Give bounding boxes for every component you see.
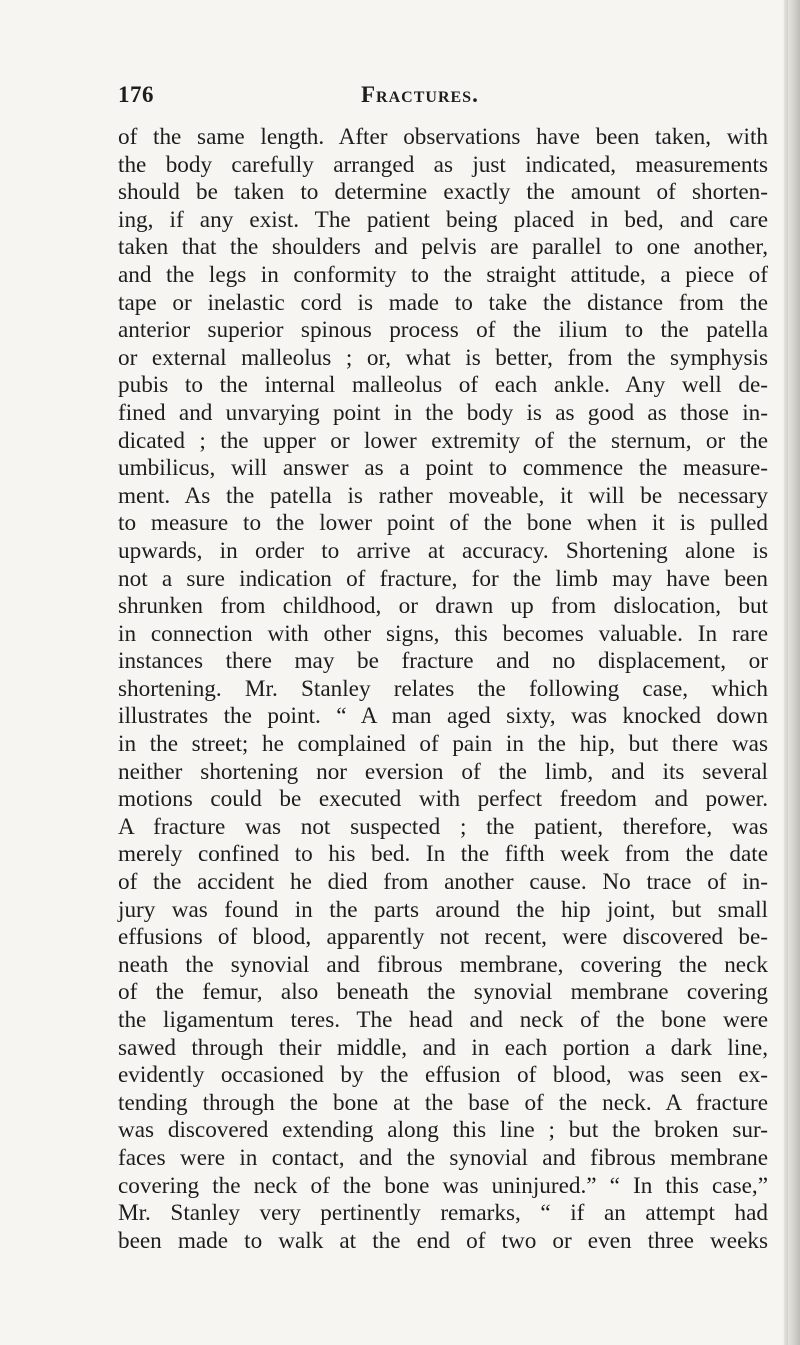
text-line: should be taken to determine exactly the amount of shorten- bbox=[118, 179, 768, 206]
text-line: Mr. Stanley very pertinently remarks, “ if an attempt had bbox=[118, 1200, 768, 1227]
text-line: sawed through their middle, and in each portion a dark line, bbox=[118, 1034, 768, 1061]
text-line: motions could be executed with perfect freedom and power. bbox=[118, 786, 768, 813]
text-line: neath the synovial and fibrous membrane, covering the neck bbox=[118, 951, 768, 978]
page-edge-shadow bbox=[782, 0, 788, 1345]
text-line: in the street; he complained of pain in the hip, but there was bbox=[118, 731, 768, 758]
text-line: was discovered extending along this line ; but the broken sur- bbox=[118, 1117, 768, 1144]
running-head bbox=[118, 82, 768, 116]
text-line: the body carefully arranged as just indicated, measurements bbox=[118, 151, 768, 178]
text-line: evidently occasioned by the effusion of blood, was seen ex- bbox=[118, 1062, 768, 1089]
page-number: 176 bbox=[118, 82, 154, 107]
text-line: not a sure indication of fracture, for the limb may have been bbox=[118, 565, 768, 592]
text-line: jury was found in the parts around the hip joint, but small bbox=[118, 896, 768, 923]
text-line: tape or inelastic cord is made to take the distance from the bbox=[118, 289, 768, 316]
text-line: or external malleolus ; or, what is better, from the symphysis bbox=[118, 344, 768, 371]
text-line: dicated ; the upper or lower extremity of the sternum, or the bbox=[118, 427, 768, 454]
text-line: taken that the shoulders and pelvis are parallel to one another, bbox=[118, 234, 768, 261]
text-line: faces were in contact, and the synovial and fibrous membrane bbox=[118, 1144, 768, 1171]
text-line: covering the neck of the bone was uninjured.” “ In this case,” bbox=[118, 1172, 768, 1199]
running-title: Fractures. bbox=[361, 82, 479, 107]
text-line: shortening. Mr. Stanley relates the following case, which bbox=[118, 675, 768, 702]
body-text bbox=[118, 124, 768, 1255]
text-line: illustrates the point. “ A man aged sixty, was knocked down bbox=[118, 703, 768, 730]
text-line: of the same length. After observations have been taken, with bbox=[118, 124, 768, 150]
text-line: fined and unvarying point in the body is as good as those in- bbox=[118, 399, 768, 426]
text-line: tending through the bone at the base of the neck. A fracture bbox=[118, 1089, 768, 1116]
text-line: ing, if any exist. The patient being placed in bed, and care bbox=[118, 206, 768, 233]
text-line: in connection with other signs, this becomes valuable. In rare bbox=[118, 620, 768, 647]
text-line: anterior superior spinous process of the ilium to the patella bbox=[118, 317, 768, 344]
text-line: upwards, in order to arrive at accuracy. Shortening alone is bbox=[118, 537, 768, 564]
text-line: the ligamentum teres. The head and neck of the bone were bbox=[118, 1007, 768, 1033]
text-line: been made to walk at the end of two or even three weeks bbox=[118, 1227, 768, 1254]
text-line: of the femur, also beneath the synovial membrane covering bbox=[118, 979, 768, 1006]
text-line: and the legs in conformity to the straight attitude, a piece of bbox=[118, 261, 768, 288]
text-line: pubis to the internal malleolus of each ankle. Any well de- bbox=[118, 372, 768, 399]
text-line: to measure to the lower point of the bone when it is pulled bbox=[118, 510, 768, 537]
text-line: A fracture was not suspected ; the patient, therefore, was bbox=[118, 813, 768, 840]
text-line: instances there may be fracture and no displacement, or bbox=[118, 648, 768, 675]
text-line: effusions of blood, apparently not recent, were discovered be- bbox=[118, 924, 768, 951]
text-line: merely confined to his bed. In the fifth week from the date bbox=[118, 841, 768, 868]
text-line: shrunken from childhood, or drawn up from dislocation, but bbox=[118, 593, 768, 620]
text-line: umbilicus, will answer as a point to commence the measure- bbox=[118, 455, 768, 482]
text-line: neither shortening nor eversion of the limb, and its several bbox=[118, 758, 768, 785]
text-line: ment. As the patella is rather moveable, it will be necessary bbox=[118, 482, 768, 509]
text-line: of the accident he died from another cause. No trace of in- bbox=[118, 869, 768, 896]
